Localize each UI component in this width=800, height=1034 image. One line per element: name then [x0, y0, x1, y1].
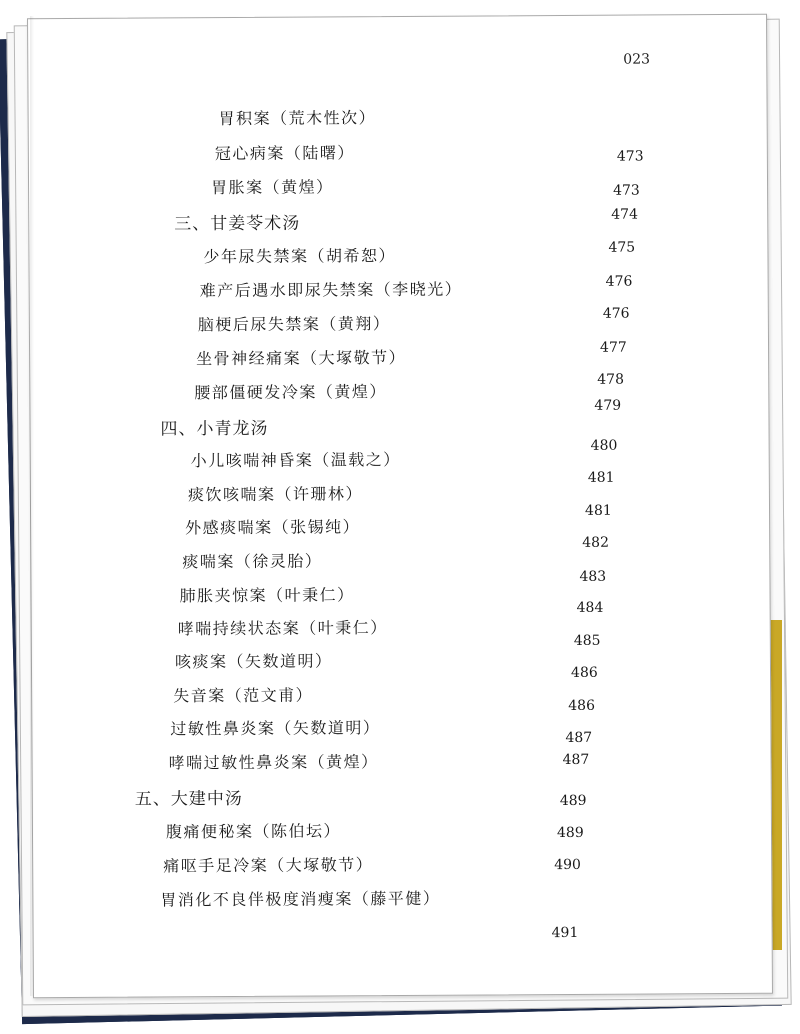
entry-title: 坐骨神经痛案（大塚敬节） [196, 347, 407, 369]
toc-entry [29, 241, 767, 276]
entry-title: 痛呕手足冷案（大塚敬节） [163, 855, 374, 876]
entry-page-number: 485 [573, 632, 601, 649]
entry-title: 痰喘案（徐灵胎） [182, 551, 323, 572]
table-of-contents [28, 15, 772, 997]
entry-page-number: 486 [568, 697, 596, 714]
entry-page-number: 474 [611, 206, 639, 223]
toc-entry [29, 172, 767, 207]
entry-title: 哮喘持续状态案（叶秉仁） [177, 618, 388, 639]
toc-entry [30, 339, 768, 378]
entry-page-number: 476 [602, 305, 630, 322]
toc-entry [30, 305, 768, 344]
entry-title: 咳痰案（矢数道明） [174, 651, 333, 672]
entry-page-number: 476 [605, 273, 633, 290]
toc-entry [32, 729, 770, 782]
entry-page-number: 486 [570, 664, 598, 681]
entry-page-number: 482 [582, 534, 610, 551]
toc-entry [34, 918, 772, 953]
entry-title: 腰部僵硬发冷案（黄煌） [194, 382, 387, 403]
entry-page-number: 481 [584, 502, 612, 519]
entry-title: 肺胀夹惊案（叶秉仁） [179, 585, 355, 606]
toc-entry [32, 632, 770, 681]
toc-entry [31, 437, 769, 480]
entry-title: 少年尿失禁案（胡希恕） [203, 246, 397, 267]
toc-entry [31, 534, 769, 581]
entry-page-number: 480 [590, 437, 618, 454]
entry-title: 胃胀案（黄煌） [210, 177, 334, 198]
page-number: 023 [623, 51, 651, 68]
entry-title: 腹痛便秘案（陈伯坛） [165, 821, 342, 842]
entry-page-number: 478 [597, 371, 625, 388]
entry-page-number: 487 [562, 751, 590, 769]
entry-page-number: 473 [616, 148, 644, 165]
entry-page-number: 483 [579, 568, 607, 585]
entry-page-number: 489 [559, 792, 587, 810]
front-page [27, 14, 773, 999]
entry-title: 失音案（范文甫） [173, 685, 314, 706]
toc-entry [29, 138, 767, 173]
entry-page-number: 489 [556, 824, 584, 842]
entry-page-number: 490 [554, 856, 581, 874]
entry-title: 过敏性鼻炎案（矢数道明） [170, 718, 381, 739]
toc-entry [29, 103, 767, 138]
entry-title: 哮喘过敏性鼻炎案（黄煌） [168, 752, 379, 773]
entry-title: 胃消化不良伴极度消瘦案（藤平健） [160, 888, 441, 910]
entry-page-number: 487 [565, 729, 593, 746]
entry-title: 小儿咳喘神昏案（温载之） [190, 449, 401, 471]
toc-entry [31, 502, 769, 547]
toc-entry [30, 275, 768, 310]
toc-entry [31, 469, 769, 514]
toc-entry [32, 697, 770, 748]
entry-title: 痰饮咳喘案（许珊林） [187, 484, 363, 505]
toc-section-heading [30, 397, 768, 446]
entry-title: 难产后遇水即尿失禁案（李晓光） [199, 279, 463, 301]
entry-page-number: 491 [551, 924, 579, 942]
entry-page-number: 481 [587, 469, 615, 486]
entry-page-number: 475 [608, 239, 636, 256]
entry-title: 胃积案（荒木性次） [218, 108, 377, 129]
toc-entry [30, 371, 768, 412]
entry-page-number: 484 [576, 599, 604, 616]
section-title: 三、甘姜苓术汤 [174, 213, 301, 235]
page-spine-shadow [30, 16, 34, 996]
section-title: 五、大建中汤 [134, 788, 243, 810]
entry-title: 脑梗后尿失禁案（黄翔） [197, 314, 391, 335]
toc-entry [32, 599, 770, 648]
entry-page-number: 479 [594, 397, 622, 414]
section-title: 四、小青龙汤 [160, 418, 269, 440]
toc-section-heading [29, 206, 767, 241]
entry-title: 外感痰喘案（张锡纯） [185, 517, 361, 538]
toc-entry [31, 568, 769, 615]
entry-title: 冠心病案（陆曙） [214, 143, 355, 164]
entry-page-number: 477 [599, 339, 627, 356]
entry-page-number: 473 [613, 182, 640, 199]
toc-entry [32, 664, 770, 715]
